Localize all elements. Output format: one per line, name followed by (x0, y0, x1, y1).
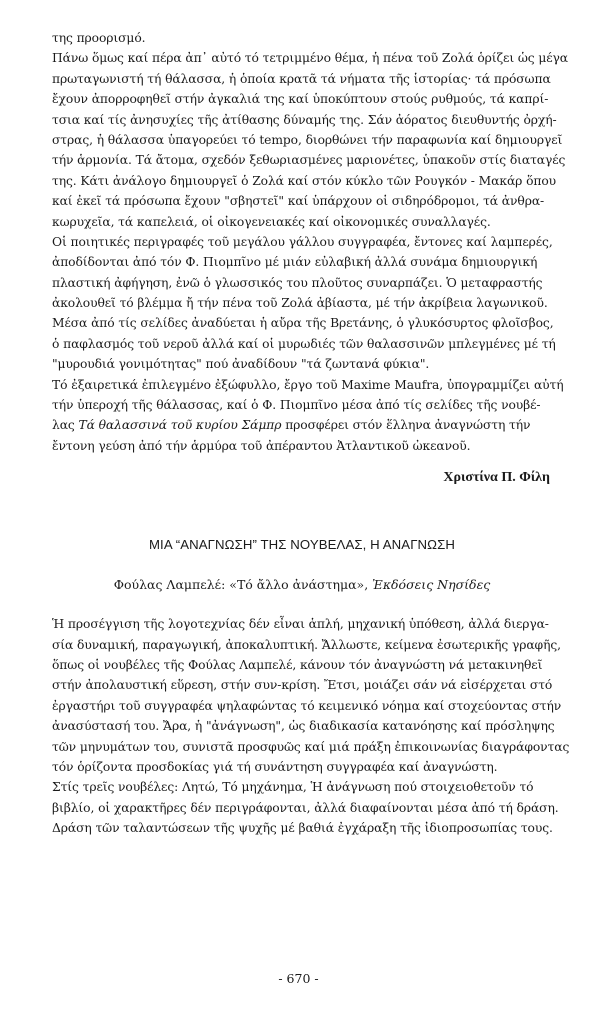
text-line: τήν ἁρμονία. Τά ἄτομα, σχεδόν ξεθωριασμένες μαριονέτες, ὑπακοῦν στίς διαταγές (52, 153, 566, 168)
book-title: Τά θαλασσινά τοῦ κυρίου Σάμπρ (78, 418, 282, 433)
text-fragment: προσφέρει στόν ἕλληνα ἀναγνώστη τήν (281, 418, 531, 433)
section-heading: ΜΙΑ “ΑΝΑΓΝΩΣΗ” ΤΗΣ ΝΟΥΒΕΛΑΣ, Η ΑΝΑΓΝΩΣΗ (148, 537, 456, 553)
text-line: Οἱ ποιητικές περιγραφές τοῦ μεγάλου γάλλου συγγραφέα, ἔντονες καί λαμπερές, (52, 234, 553, 249)
text-line: ἀνασύστασή του. Ἄρα, ἡ "ἀνάγνωση", ὡς διαδικασία κατανόησης καί πρόσληψης (52, 719, 555, 734)
text-line: κωρυχεῖα, τά καπελειά, οἱ οἰκογενειακές καί οἰκονομικές συναλλαγές. (52, 214, 491, 229)
text-line: Δράση τῶν ταλαντώσεων τῆς ψυχῆς μέ βαθιά ἐγχάραξη τῆς ἰδιοπροσωπίας τους. (52, 821, 553, 836)
page-number: - 670 - (278, 971, 319, 986)
text-line: Ἡ προσέγγιση τῆς λογοτεχνίας δέν εἶναι ἁπλή, μηχανική ὑπόθεση, ἀλλά διεργα- (52, 617, 549, 632)
page-body (52, 28, 570, 839)
second-review-text-block (52, 614, 570, 838)
text-line: ἔχουν ἀπορροφηθεῖ στήν ἀγκαλιά της καί ὑποκύπτουν στούς ρυθμούς, τά καπρί- (52, 92, 549, 107)
text-line: ὁ παφλασμός τοῦ νεροῦ ἀλλά καί οἱ μυρωδιές τῶν θαλασσινῶν μπλεγμένες μέ τή (52, 336, 556, 351)
text-line: Στίς τρεῖς νουβέλες: Λητώ, Τό μηχάνημα, Ἡ ἀνάγνωση πού στοιχειοθετοῦν τό (52, 780, 534, 795)
text-line: ἀκολουθεῖ τό βλέμμα ἤ τήν πένα τοῦ Ζολά ἀβίαστα, μέ τήν ἀκρίβεια λαγωνικοῦ. (52, 296, 548, 311)
text-line: τῶν μηνυμάτων του, συνιστᾶ προσφυῶς καί μιά πράξη ἐπικοινωνίας διαγράφοντας (52, 739, 570, 754)
text-line: τήν ὑπεροχή τῆς θάλασσας, καί ὁ Φ. Πιομπῖνο μέσα ἀπό τίς σελίδες τῆς νουβέ- (52, 398, 541, 413)
text-line: ἔντονη γεύση ἀπό τήν ἁρμύρα τοῦ ἀπέραντου Ἀτλαντικοῦ ὠκεανοῦ. (52, 438, 471, 453)
text-line: ἀποδίδονται ἀπό τόν Φ. Πιομπῖνο μέ μιάν εὐλαβική ἀλλά συνάμα δημιουργική (52, 255, 538, 270)
text-line: ἐργαστήρι τοῦ συγγραφέα ψηλαφώντας τό κειμενικό νόημα καί στοχεύοντας στήν (52, 698, 562, 713)
text-fragment: λας (52, 418, 79, 433)
text-line: ὅπως οἱ νουβέλες τῆς Φούλας Λαμπελέ, κάνουν τόν ἀναγνώστη νά μετακινηθεῖ (52, 657, 543, 672)
text-line: πρωταγωνιστή τή θάλασσα, ἡ ὁποία κρατᾶ τά νήματα τῆς ἱστορίας· τά πρόσωπα (52, 71, 551, 86)
text-line: καί ἐκεῖ τά πρόσωπα ἔχουν "σβηστεῖ" καί ὑπάρχουν οἱ σιδηρόδρομοι, τά ἀνθρα- (52, 194, 545, 209)
text-line: στρας, ἡ θάλασσα ὑπαγορεύει τό tempo, διορθώνει τήν παραφωνία καί δημιουργεῖ (52, 132, 563, 147)
text-line: Τό ἐξαιρετικά ἐπιλεγμένο ἐξώφυλλο, ἔργο τοῦ Maxime Maufra, ὑπογραμμίζει αὐτή (52, 377, 564, 392)
author-signature: Χριστίνα Π. Φίλη (443, 470, 550, 486)
text-line: στήν ἀπολαυστική εὕρεση, στήν συν-κρίση. Ἔτσι, μοιάζει σάν νά εἰσέρχεται στό (52, 678, 553, 693)
book-citation (52, 575, 552, 595)
text-line-with-title (52, 415, 552, 435)
text-line: τόν ὁρίζοντα προσδοκίας γιά τή συνάντηση συγγραφέα καί ἀναγνώστη. (52, 759, 498, 774)
text-line: της προορισμό. (52, 31, 146, 45)
text-line: τσια καί τίς ἀνησυχίες τῆς ἀτίθασης δύναμής της. Σάν ἀόρατος διευθυντής ὀρχή- (52, 112, 557, 127)
text-line: σία δυναμική, παραγωγική, ἀποκαλυπτική. Ἄλλωστε, κείμενα ἐσωτερικῆς γραφῆς, (52, 637, 561, 652)
text-line: Πάνω ὅμως καί πέρα ἀπ᾽ αὐτό τό τετριμμένο θέμα, ἡ πένα τοῦ Ζολά ὁρίζει ὡς μέγα (52, 51, 569, 66)
text-line: βιβλίο, οἱ χαρακτῆρες δέν περιγράφονται, ἀλλά διαφαίνονται μέσα ἀπό τή δράση. (52, 800, 559, 815)
review-text-block (52, 28, 569, 456)
publisher-name: Ἐκδόσεις Νησίδες (372, 577, 491, 593)
text-line: "μυρουδιά γονιμότητας" πού ἀναδίδουν "τά ζωντανά φύκια". (52, 357, 430, 372)
text-line: της. Κάτι ἀνάλογο δημιουργεῖ ὁ Ζολά καί στόν κύκλο τῶν Ρουγκόν - Μακάρ ὅπου (52, 173, 557, 188)
text-line: Μέσα ἀπό τίς σελίδες ἀναδύεται ἡ αὔρα τῆς Βρετάνης, ὁ γλυκόσυρτος φλοῖσβος, (52, 316, 554, 331)
citation-text: Φούλας Λαμπελέ: «Τό ἄλλο ἀνάστημα», (113, 577, 373, 593)
text-line: πλαστική ἀφήγηση, ἐνῶ ὁ γλωσσικός του πλοῦτος συναρπάζει. Ὁ μεταφραστής (52, 275, 543, 290)
